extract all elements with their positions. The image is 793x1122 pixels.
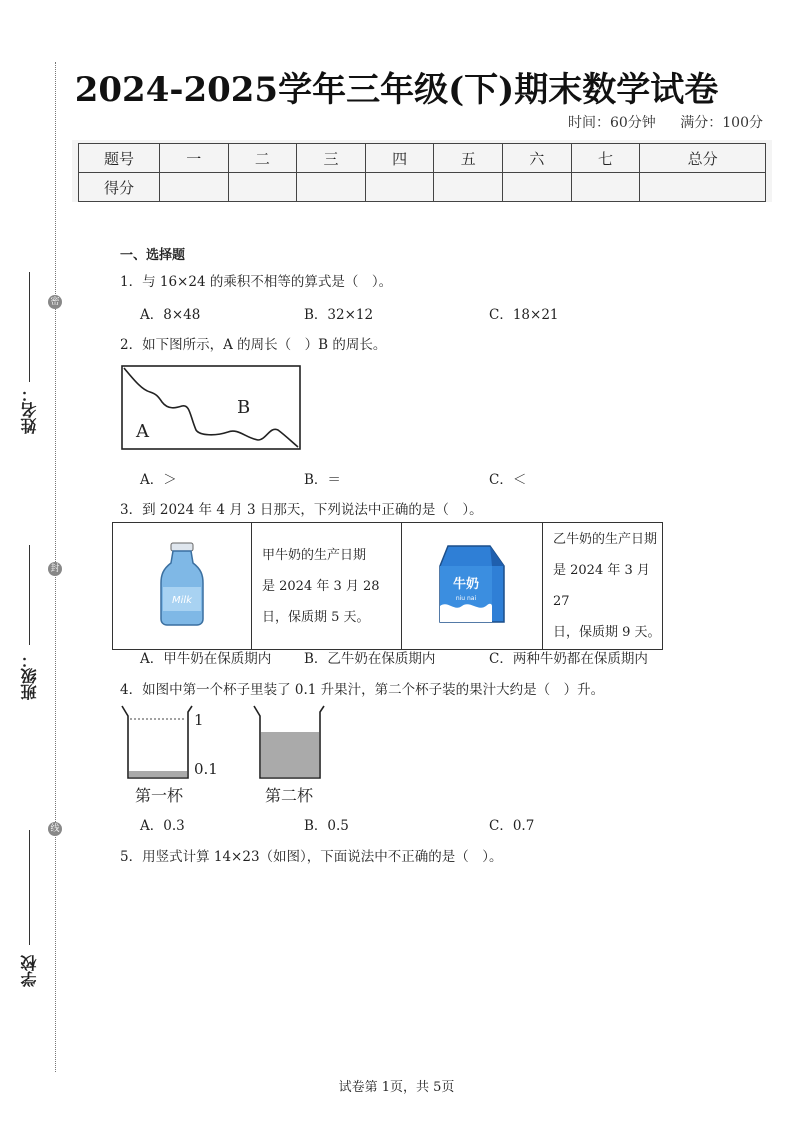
q2-option-a[interactable]: A．＞	[140, 472, 177, 488]
milk-carton-icon	[434, 542, 510, 626]
milk-a-line: 日，保质期 5 天。	[262, 609, 370, 625]
q3-option-c[interactable]: C．两种牛奶都在保质期内	[489, 651, 648, 667]
figure-label-b: B	[237, 397, 251, 418]
milk-b-line: 乙牛奶的生产日期	[553, 532, 658, 547]
question-5: 5．用竖式计算 14×23（如图），下面说法中不正确的是（ ）。	[120, 849, 503, 865]
header-cell: 二	[228, 144, 297, 173]
header-cell: 三	[297, 144, 366, 173]
q3-option-b[interactable]: B．乙牛奶在保质期内	[304, 651, 436, 667]
q3-option-a[interactable]: A．甲牛奶在保质期内	[140, 651, 272, 667]
score-cell[interactable]	[365, 173, 434, 202]
cup-1-label: 第一杯	[135, 786, 184, 805]
q1-option-c[interactable]: C．18×21	[489, 307, 559, 323]
class-fill-line[interactable]	[29, 545, 30, 645]
milk-bottle-cell	[113, 523, 252, 650]
page-footer: 试卷第 1页，共 5页	[338, 1080, 455, 1095]
page-title: 2024-2025学年三年级(下)期末数学试卷	[74, 70, 719, 110]
milk-b-line: 日，保质期 9 天。	[553, 625, 661, 640]
exam-time: 时间：60分钟	[567, 115, 656, 131]
q4-option-a[interactable]: A．0.3	[140, 818, 185, 834]
q4-option-c[interactable]: C．0.7	[489, 818, 535, 834]
exam-full-score: 满分：100分	[680, 115, 763, 131]
milk-carton-cell	[402, 523, 543, 650]
score-cell[interactable]	[228, 173, 297, 202]
q1-option-a[interactable]: A．8×48	[140, 307, 201, 323]
score-cell[interactable]	[434, 173, 503, 202]
score-cell[interactable]	[640, 173, 766, 202]
header-cell: 总分	[640, 144, 766, 173]
question-3: 3．到 2024 年 4 月 3 日那天，下列说法中正确的是（ ）。	[120, 502, 483, 518]
milk-bottle-icon	[157, 541, 207, 627]
score-cell[interactable]	[503, 173, 572, 202]
class-label: 班级：	[20, 652, 39, 700]
cup-2-figure	[250, 702, 330, 782]
milk-b-info	[543, 523, 663, 650]
seal-mark: 线	[48, 822, 62, 836]
seal-mark: 封	[48, 562, 62, 576]
school-fill-line[interactable]	[29, 830, 30, 945]
milk-a-line: 是 2024 年 3 月 28	[262, 578, 380, 594]
milk-info-table	[112, 522, 663, 650]
score-table-score-row	[79, 173, 766, 202]
header-cell: 七	[571, 144, 640, 173]
figure-label-a: A	[136, 421, 149, 442]
score-cell[interactable]	[160, 173, 229, 202]
milk-b-line: 是 2024 年 3 月 27	[553, 563, 650, 609]
question-4: 4．如图中第一个杯子里装了 0.1 升果汁，第二个杯子装的果汁大约是（ ）升。	[120, 682, 605, 698]
bottle-label: Milk	[172, 595, 192, 606]
name-label: 姓名：	[20, 386, 39, 434]
seal-mark: 密	[48, 295, 62, 309]
carton-label: 牛奶	[452, 577, 480, 592]
question-1: 1．与 16×24 的乘积不相等的算式是（ ）。	[120, 274, 393, 290]
row-label: 得分	[79, 173, 160, 202]
exam-meta	[548, 112, 763, 132]
cup-2-label: 第二杯	[265, 786, 314, 805]
header-cell: 六	[503, 144, 572, 173]
score-cell[interactable]	[297, 173, 366, 202]
score-table	[78, 143, 766, 202]
cup-mark-0-1: 0.1	[194, 760, 218, 778]
score-table-header-row	[79, 144, 766, 173]
q1-option-b[interactable]: B．32×12	[304, 307, 374, 323]
header-cell: 五	[434, 144, 503, 173]
milk-a-line: 甲牛奶的生产日期	[262, 547, 367, 563]
question-2: 2．如下图所示，A 的周长（ ）B 的周长。	[120, 337, 387, 353]
q2-option-c[interactable]: C．＜	[489, 472, 527, 488]
name-fill-line[interactable]	[29, 272, 30, 382]
section-title: 一、选择题	[120, 248, 186, 263]
school-label: 学校	[20, 955, 39, 987]
header-cell: 一	[160, 144, 229, 173]
cup-1-figure	[118, 702, 198, 782]
q2-option-b[interactable]: B．＝	[304, 472, 341, 488]
milk-a-info	[252, 523, 402, 650]
dividing-curve	[124, 368, 298, 447]
header-cell: 四	[365, 144, 434, 173]
cup-mark-1: 1	[194, 711, 204, 729]
carton-sublabel: niu nai	[455, 595, 477, 602]
q4-option-b[interactable]: B．0.5	[304, 818, 349, 834]
header-cell: 题号	[79, 144, 160, 173]
score-cell[interactable]	[571, 173, 640, 202]
